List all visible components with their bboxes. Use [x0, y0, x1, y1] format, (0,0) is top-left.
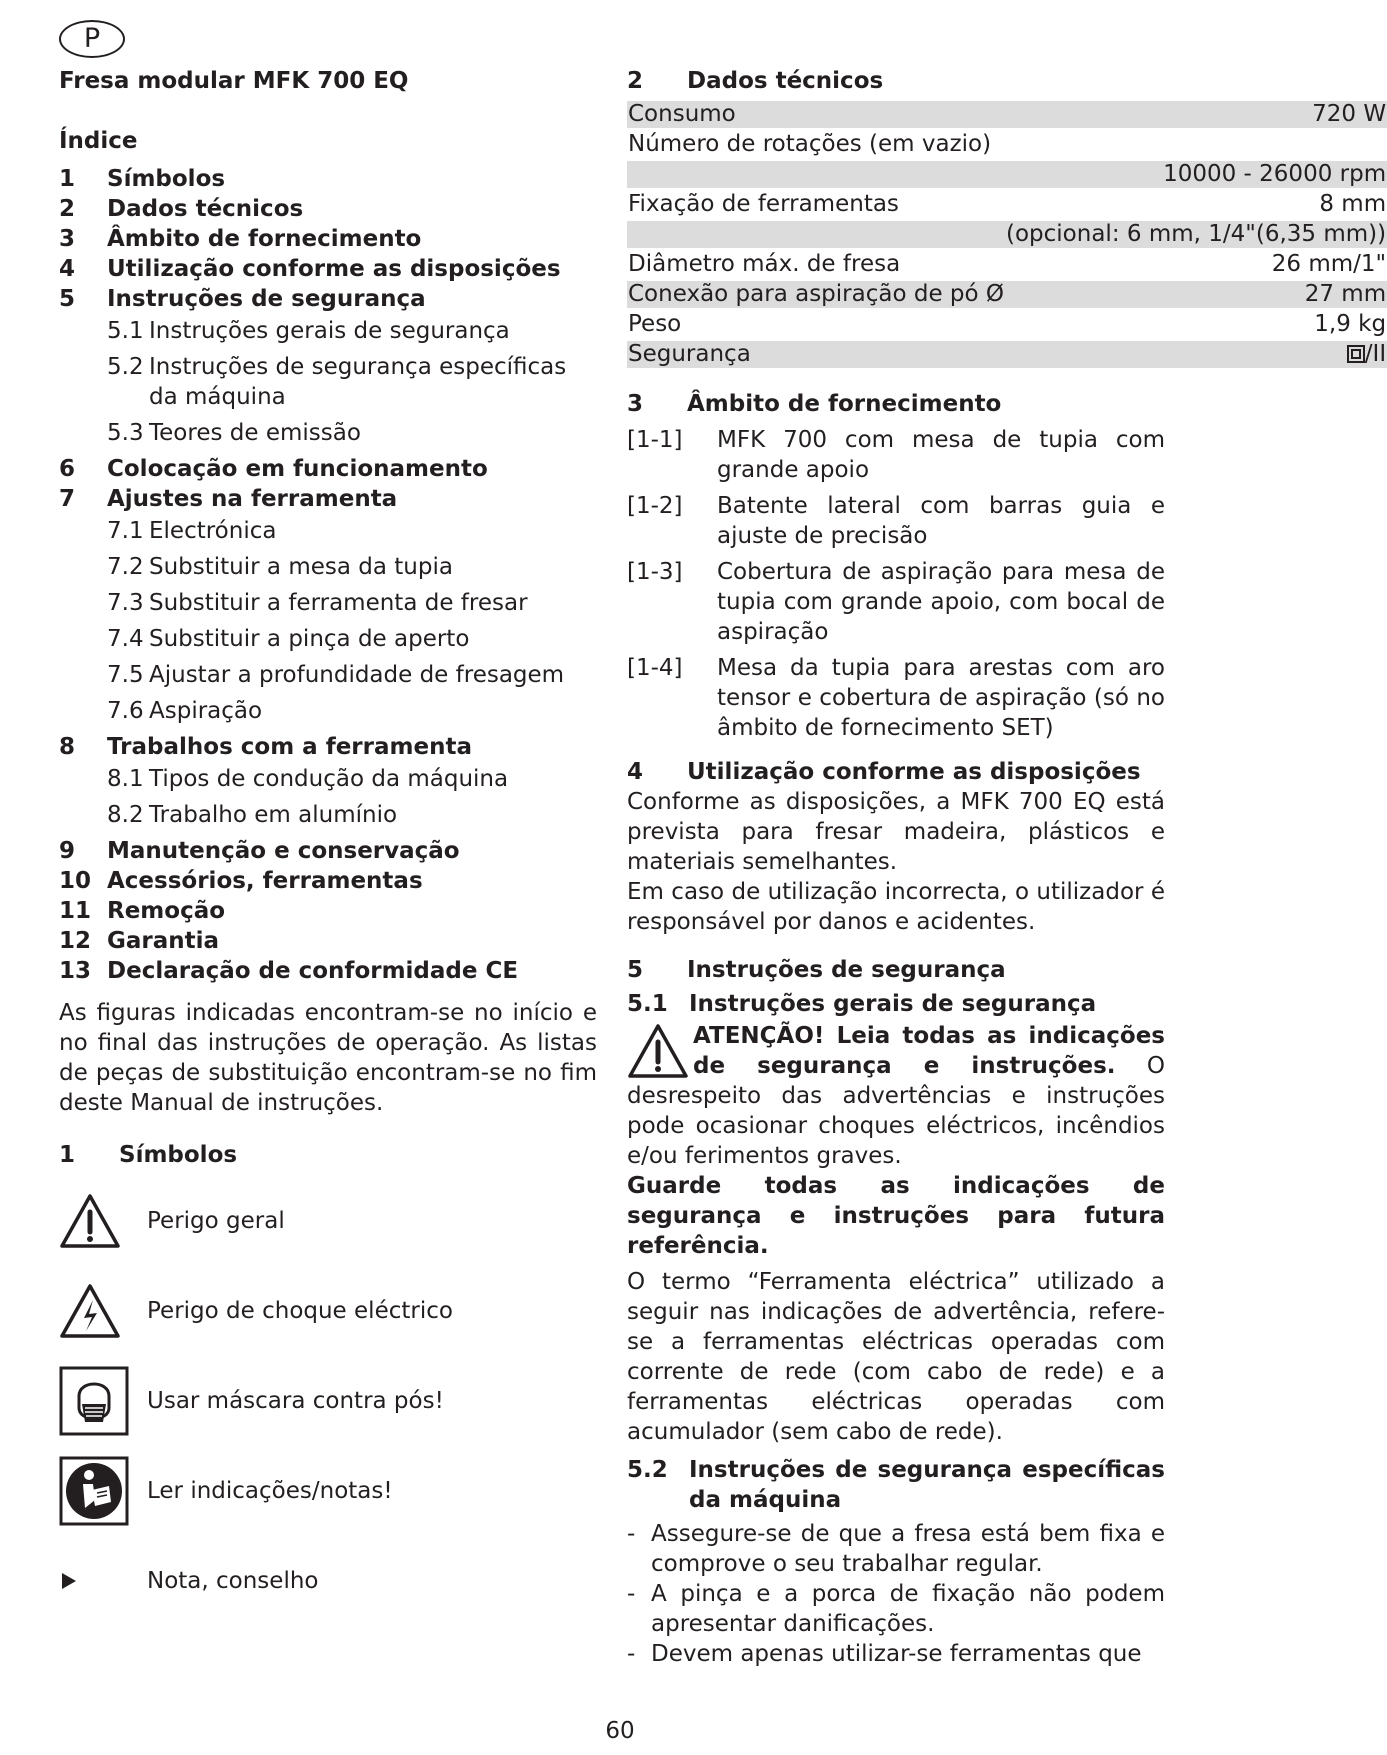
toc-number: 5.3 [107, 420, 144, 446]
tech-label: Segurança [627, 341, 1005, 368]
list-item [627, 557, 1165, 647]
toc-subitem [107, 764, 597, 794]
arrow-right-icon [59, 1571, 147, 1591]
item-text: Mesa da tupia para arestas com aro tensor e cobertura de aspiração (só no âmbito de fornecimento SET) [717, 655, 1165, 741]
toc-subitem [107, 660, 597, 690]
toc-subitem [107, 588, 597, 618]
subsection-heading [627, 989, 1165, 1019]
toc-number: 8.1 [107, 766, 144, 792]
toc-subitem [107, 552, 597, 582]
subsection-heading [627, 1455, 1165, 1515]
toc-number: 4 [59, 256, 76, 282]
toc-item [59, 484, 597, 514]
right-column [627, 66, 1387, 1669]
list-item: - Assegure-se de que a fresa está bem fixa e comprove o seu trabalhar regular. [627, 1521, 1165, 1577]
toc-number: 7.3 [107, 590, 144, 616]
bullet-text: Assegure-se de que a fresa está bem fixa e comprove o seu trabalhar regular. [651, 1521, 1165, 1577]
double-insulation-icon [1347, 345, 1365, 363]
subsection-number: 5.1 [627, 991, 668, 1017]
toc-number: 3 [59, 226, 76, 252]
toc-label: Teores de emissão [149, 420, 361, 446]
table-row [627, 191, 1387, 218]
symbols-heading [59, 1140, 597, 1170]
symbols-list [59, 1176, 597, 1626]
toc-label: Remoção [107, 898, 226, 924]
toc-number: 8 [59, 734, 76, 760]
table-row [627, 221, 1387, 248]
toc-label: Garantia [107, 928, 220, 954]
toc-label: Declaração de conformidade CE [107, 958, 519, 984]
list-item [627, 653, 1165, 743]
page-number: 60 [605, 1718, 635, 1744]
tech-value: 1,9 kg [1314, 311, 1387, 337]
safety-heading [627, 955, 1165, 985]
usage-paragraph: Em caso de utilização incorrecta, o utilizador é responsável por danos e acidentes. [627, 879, 1165, 935]
toc-number: 13 [59, 958, 92, 984]
toc-label: Substituir a pinça de aperto [149, 626, 470, 652]
toc-item [59, 454, 597, 484]
toc-item [59, 194, 597, 224]
toc-label: Instruções de segurança [107, 286, 426, 312]
subsection-title: Instruções de segurança específicas da máquina [689, 1457, 1165, 1513]
symbol-row [59, 1446, 597, 1536]
symbol-row [59, 1266, 597, 1356]
dust-mask-icon [59, 1366, 147, 1436]
read-manual-icon [59, 1456, 147, 1526]
toc-item [59, 284, 597, 314]
toc-item [59, 836, 597, 866]
tech-value [1005, 131, 1387, 158]
toc-label: Colocação em funcionamento [107, 456, 488, 482]
section-title: Símbolos [119, 1142, 238, 1168]
tech-data-table [627, 98, 1387, 371]
tech-label: Fixação de ferramentas [628, 191, 899, 217]
section-number: 4 [627, 759, 644, 785]
toc-number: 7.2 [107, 554, 144, 580]
symbol-row [59, 1356, 597, 1446]
tech-label: Consumo [627, 101, 1005, 128]
toc-label: Símbolos [107, 166, 226, 192]
toc-number: 8.2 [107, 802, 144, 828]
warning-paragraph [627, 1021, 1165, 1171]
tech-label: Conexão para aspiração de pó Ø [628, 281, 1004, 307]
item-text: Cobertura de aspiração para mesa de tupia com grande apoio, com bocal de aspiração [717, 559, 1165, 645]
section-title: Âmbito de fornecimento [687, 391, 1002, 417]
table-row [627, 131, 1387, 158]
toc-item [59, 224, 597, 254]
toc-number: 5.1 [107, 318, 144, 344]
section-number: 2 [627, 68, 644, 94]
tech-label [627, 161, 1005, 188]
toc-subitem [107, 352, 597, 412]
table-of-contents [59, 164, 597, 986]
toc-label: Manutenção e conservação [107, 838, 460, 864]
item-text: MFK 700 com mesa de tupia com grande apoio [717, 427, 1165, 483]
toc-label: Acessórios, ferramentas [107, 868, 423, 894]
toc-label: Utilização conforme as disposições [107, 256, 561, 282]
subsection-title: Instruções gerais de segurança [689, 991, 1097, 1017]
toc-label: Trabalhos com a ferramenta [107, 734, 472, 760]
electric-shock-icon [59, 1282, 147, 1340]
table-row [627, 281, 1387, 308]
toc-label: Ajustar a profundidade de fresagem [149, 662, 565, 688]
section-title: Instruções de segurança [687, 957, 1006, 983]
section-number: 5 [627, 957, 644, 983]
list-item: - Devem apenas utilizar-se ferramentas que [627, 1639, 1165, 1669]
index-title: Índice [59, 128, 138, 154]
toc-subitem [107, 418, 597, 448]
item-text: Batente lateral com barras guia e ajuste de precisão [717, 493, 1165, 549]
toc-item [59, 164, 597, 194]
toc-label: Trabalho em alumínio [149, 802, 398, 828]
toc-number: 12 [59, 928, 92, 954]
symbol-label: Nota, conselho [147, 1568, 319, 1594]
toc-subitem [107, 516, 597, 546]
tech-value: 10000 - 26000 rpm [1005, 161, 1387, 188]
warning-text: O desrespeito das advertências e instruções pode ocasionar choques eléctricos, incêndios e/ou ferimentos graves. [627, 1053, 1165, 1169]
symbol-label: Usar máscara contra pós! [147, 1388, 444, 1414]
scope-list [627, 425, 1165, 743]
toc-item [59, 956, 597, 986]
toc-number: 7.1 [107, 518, 144, 544]
toc-number: 7.4 [107, 626, 144, 652]
item-code: [1-4] [627, 655, 683, 681]
warning-bold-text: ATENÇÃO! Leia todas as indicações de segurança e instruções. [693, 1023, 1165, 1079]
toc-label: Dados técnicos [107, 196, 304, 222]
usage-paragraph: Conforme as disposições, a MFK 700 EQ está prevista para fresar madeira, plásticos e materiais semelhantes. [627, 789, 1165, 875]
toc-number: 2 [59, 196, 76, 222]
figures-note: As figuras indicadas encontram-se no início e no final das instruções de operação. As listas de peças de substituição encontram-se no fim deste Manual de instruções. [59, 1000, 597, 1116]
toc-label: Substituir a mesa da tupia [149, 554, 453, 580]
toc-label: Tipos de condução da máquina [149, 766, 509, 792]
left-column [59, 66, 597, 1626]
tech-value: 26 mm/1" [1271, 251, 1387, 277]
tech-value: 8 mm [1319, 191, 1387, 217]
tech-value-cell [1005, 341, 1387, 368]
table-row [627, 341, 1387, 368]
toc-number: 5.2 [107, 354, 144, 380]
toc-item [59, 254, 597, 284]
warning-general-icon [59, 1192, 147, 1250]
toc-subitem [107, 316, 597, 346]
toc-number: 7.5 [107, 662, 144, 688]
document-title: Fresa modular MFK 700 EQ [59, 68, 409, 94]
warning-icon [627, 1021, 689, 1081]
table-row [627, 251, 1387, 278]
toc-item [59, 866, 597, 896]
toc-number: 7 [59, 486, 76, 512]
tech-label: Número de rotações (em vazio) [628, 131, 992, 157]
section-title: Utilização conforme as disposições [687, 759, 1141, 785]
safety-bullets [627, 1519, 1165, 1669]
symbol-row [59, 1536, 597, 1626]
tech-heading [627, 66, 1165, 96]
bullet-text: Devem apenas utilizar-se ferramentas que [651, 1641, 1142, 1667]
tech-value: (opcional: 6 mm, 1/4"(6,35 mm)) [1006, 221, 1387, 247]
tech-value: /II [1364, 341, 1387, 367]
symbol-label: Ler indicações/notas! [147, 1478, 393, 1504]
toc-number: 5 [59, 286, 76, 312]
symbol-label: Perigo de choque eléctrico [147, 1298, 453, 1324]
toc-item [59, 732, 597, 762]
tech-label: Peso [628, 311, 682, 337]
symbol-label: Perigo geral [147, 1208, 285, 1234]
bullet-text: A pinça e a porca de fixação não podem apresentar danificações. [651, 1581, 1165, 1637]
toc-label: Instruções gerais de segurança [149, 318, 510, 344]
list-item [627, 491, 1165, 551]
term-definition-text: O termo “Ferramenta eléctrica” utilizado a seguir nas indicações de advertência, refere-se a ferramentas eléctricas operadas com corrente de rede (com cabo de rede) e a ferramentas eléctricas operadas com acumulador (sem cabo de rede). [627, 1269, 1165, 1445]
toc-number: 1 [59, 166, 76, 192]
keep-instructions-text: Guarde todas as indicações de segurança e instruções para futura referência. [627, 1173, 1165, 1259]
toc-subitem [107, 696, 597, 726]
symbol-row [59, 1176, 597, 1266]
tech-value: 27 mm [1005, 281, 1387, 308]
item-code: [1-3] [627, 559, 683, 585]
toc-item [59, 926, 597, 956]
subsection-number: 5.2 [627, 1457, 668, 1483]
toc-subitem [107, 800, 597, 830]
toc-label: Aspiração [149, 698, 263, 724]
toc-subitem [107, 624, 597, 654]
tech-label [627, 221, 1005, 248]
toc-number: 6 [59, 456, 76, 482]
toc-number: 7.6 [107, 698, 144, 724]
table-row [627, 311, 1387, 338]
usage-heading [627, 757, 1165, 787]
toc-label: Substituir a ferramenta de fresar [149, 590, 528, 616]
section-number: 1 [59, 1142, 76, 1168]
toc-item [59, 896, 597, 926]
list-item [627, 425, 1165, 485]
language-badge: P [59, 20, 125, 58]
toc-label: Âmbito de fornecimento [107, 226, 422, 252]
section-title: Dados técnicos [687, 68, 884, 94]
item-code: [1-1] [627, 427, 683, 453]
item-code: [1-2] [627, 493, 683, 519]
toc-number: 11 [59, 898, 92, 924]
table-row [627, 101, 1387, 128]
toc-label: Instruções de segurança específicas da máquina [149, 354, 567, 410]
toc-number: 9 [59, 838, 76, 864]
toc-number: 10 [59, 868, 92, 894]
scope-heading [627, 389, 1165, 419]
list-item: - A pinça e a porca de fixação não podem apresentar danificações. [627, 1581, 1165, 1637]
section-number: 3 [627, 391, 644, 417]
toc-label: Electrónica [149, 518, 277, 544]
tech-label: Diâmetro máx. de fresa [628, 251, 901, 277]
tech-value: 720 W [1005, 101, 1387, 128]
toc-label: Ajustes na ferramenta [107, 486, 398, 512]
table-row [627, 161, 1387, 188]
